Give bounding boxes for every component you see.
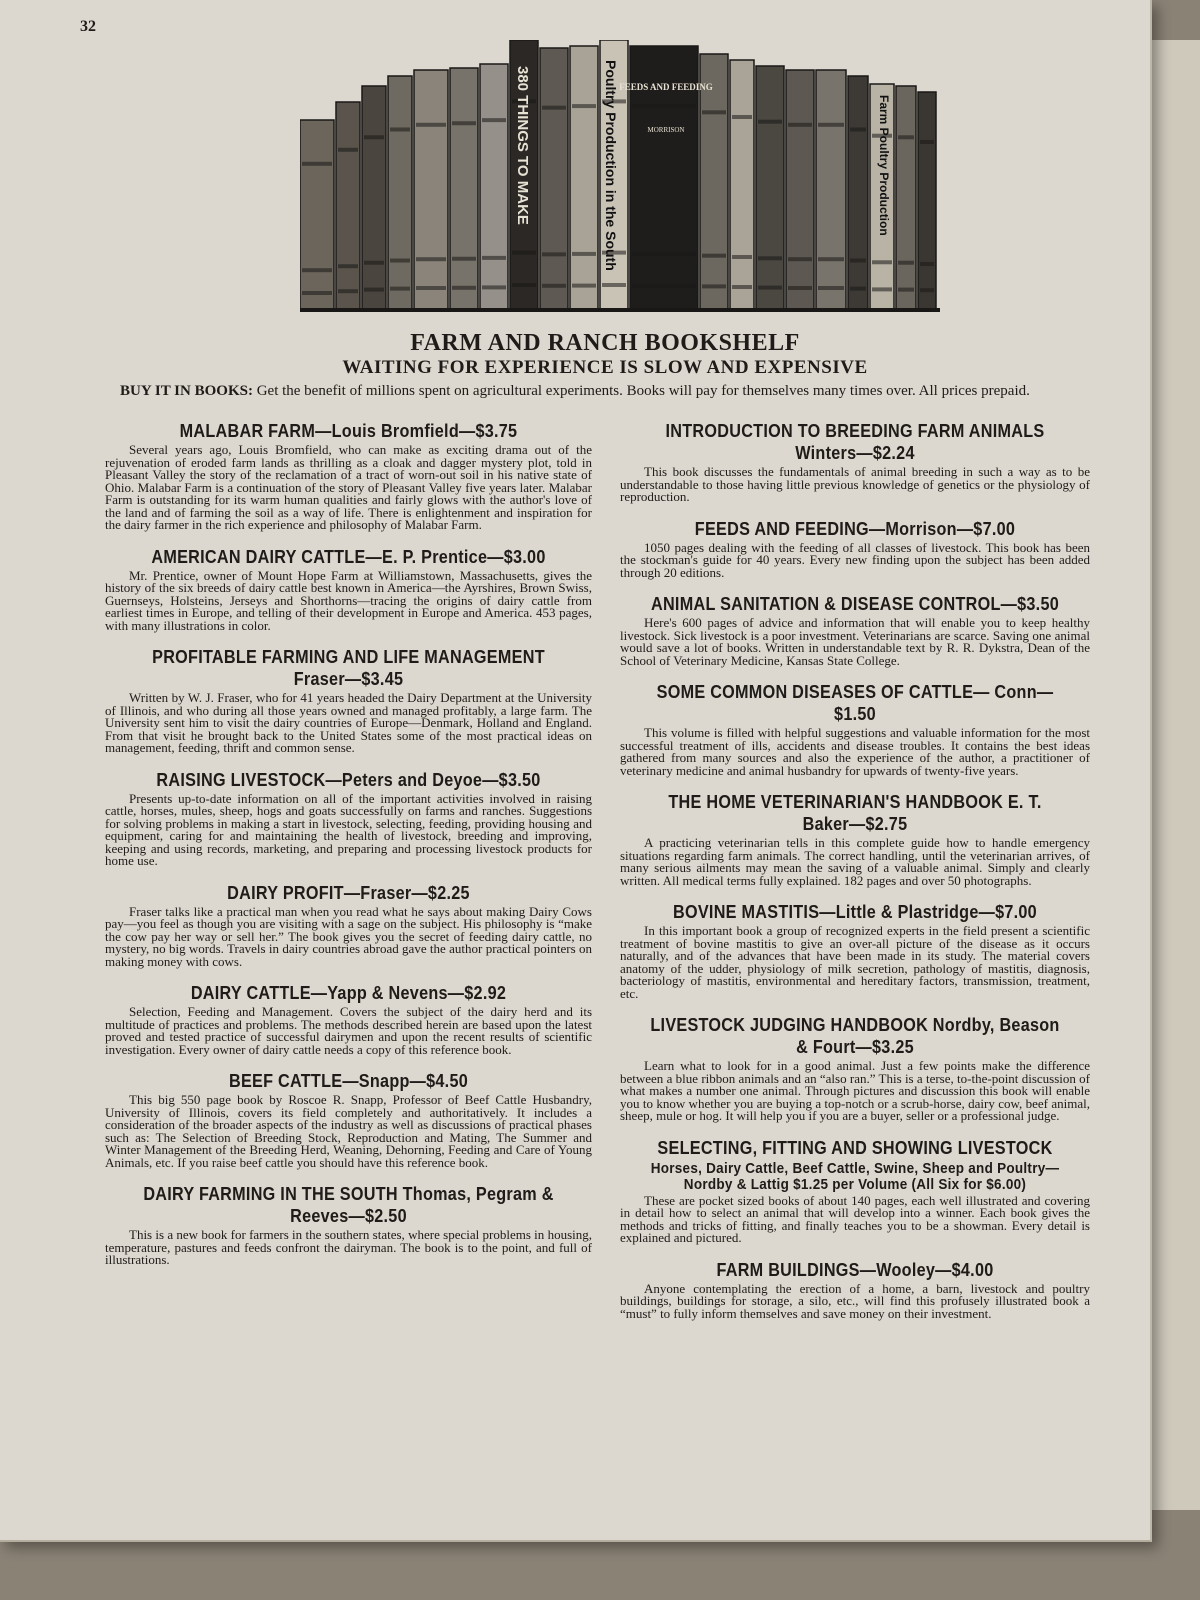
- book-description: 1050 pages dealing with the feeding of all classes of livestock. This book has been the stockman's guide for 40 years. Every new finding upon the subject has been added through 20 editions.: [620, 539, 1090, 580]
- spine-band: [338, 264, 358, 268]
- book-title: AMERICAN DAIRY CATTLE—E. P. Prentice—$3.00: [151, 546, 546, 567]
- book-description: This volume is filled with helpful suggestions and valuable information for the most successful treatment of ills, accidents and disease troubles. It contains the best ideas gathered from many sources and also the experience of the author, a practitioner of veterinary medicine and animal husbandry for upwards of twenty-five years.: [620, 725, 1090, 778]
- book-spine: [388, 76, 412, 310]
- book-listing: [620, 1259, 1090, 1321]
- book-listing: [620, 420, 1090, 504]
- book-listing: [620, 593, 1090, 667]
- spine-band: [572, 284, 596, 288]
- intro-text: Get the benefit of millions spent on agricultural experiments. Books will pay for themselves many times over. All prices prepaid.: [256, 383, 1030, 399]
- book-description: Selection, Feeding and Management. Covers the subject of the dairy herd and its multitude of practices and problems. The methods described herein are based upon the latest proved and tested practice of successful dairymen and upon the recent results of scientific investigation. Every owner of dairy cattle needs a copy of this reference book.: [105, 1004, 592, 1057]
- book-spine: [896, 86, 916, 310]
- book-listing: [105, 769, 592, 868]
- book-spine: [450, 68, 478, 310]
- spine-band: [632, 104, 696, 108]
- book-listing: [105, 882, 592, 969]
- spine-band: [338, 148, 358, 152]
- book-description: This is a new book for farmers in the southern states, where special problems in housing, temperature, pastures and feeds confront the dairyman. The book is to the point, and full of illustrations.: [105, 1227, 592, 1267]
- book-description: Several years ago, Louis Bromfield, who can make as exciting drama out of the rejuvenation of eroded farm lands as thrilling as a cloak and dagger mystery plot, told in Pleasant Valley the story of the reclamation of a tract of worn-out soil in his native state of Ohio. Malabar Farm is a continuation of the story of Pleasant Valley five years later. Malabar Farm is outstanding for its warm human qualities and fairly glows with the author's love of the land and of farming the soil as a way of life. There is enlightenment and inspiration for the dairy farmer in the rich experience and philosophy of Malabar Farm.: [105, 442, 592, 532]
- spine-band: [452, 257, 476, 261]
- book-description: Written by W. J. Fraser, who for 41 years headed the Dairy Department at the University of Illinois, and who during all those years owned and managed profitably, a large farm. The University sent him to visit the dairy countries of Europe—Denmark, Holland and England. From that visit he brought back to the United States some of the most practical ideas on management, feeding, thrift and common sense.: [105, 690, 592, 755]
- book-title: RAISING LIVESTOCK—Peters and Deyoe—$3.50: [156, 769, 541, 790]
- spine-band: [850, 127, 866, 131]
- spine-band: [542, 284, 566, 288]
- spine-band: [920, 262, 934, 266]
- book-listing: [105, 546, 592, 633]
- book-title: PROFITABLE FARMING AND LIFE MANAGEMENT Fraser—$3.45: [152, 647, 545, 689]
- book-title: BOVINE MASTITIS—Little & Plastridge—$7.00: [673, 902, 1037, 922]
- spine-band: [732, 115, 752, 119]
- spine-band: [512, 283, 536, 287]
- book-listing: [620, 791, 1090, 887]
- spine-label-feeds-feeding: FEEDS AND FEEDING: [619, 82, 713, 92]
- spine-band: [788, 286, 812, 290]
- book-subtitle: Horses, Dairy Cattle, Beef Cattle, Swine, Sheep and Poultry—Nordby & Lattig $1.25 per Volume (All Six for $6.00): [650, 1159, 1060, 1193]
- spine-band: [758, 286, 782, 290]
- intro-paragraph: [110, 383, 1100, 400]
- book-listing: [105, 1070, 592, 1169]
- book-description: In this important book a group of recognized experts in the field present a scientific treatment of bovine mastitis to give an over-all picture of the disease as it occurs naturally, and of the advances that have been made in its study. The material covers anatomy of the udder, physiology of milk secretion, pathology of mastitis, diagnosis, bacteriology of mastitis, environmental and hereditary factors, transmission, treatment, etc.: [620, 923, 1090, 1001]
- spine-band: [452, 121, 476, 125]
- shelf-base: [300, 308, 940, 312]
- book-spine: [730, 60, 754, 310]
- spine-band: [872, 260, 892, 264]
- spine-band: [390, 127, 410, 131]
- book-title: DAIRY PROFIT—Fraser—$2.25: [227, 882, 470, 903]
- spine-band: [364, 135, 384, 139]
- book-description: This book discusses the fundamentals of animal breeding in such a way as to be understandable to those having little previous knowledge of genetics or the physiology of reproduction.: [620, 464, 1090, 504]
- book-description: Anyone contemplating the erection of a home, a barn, livestock and poultry buildings, buildings for storage, a silo, etc., will find this profusely illustrated book a “must” to fully inform themselves and save money on their investment.: [620, 1280, 1090, 1321]
- spine-band: [364, 261, 384, 265]
- book-title: LIVESTOCK JUDGING HANDBOOK Nordby, Beason & Fourt—$3.25: [650, 1015, 1060, 1057]
- left-column: [105, 420, 592, 1281]
- spine-band: [482, 256, 506, 260]
- spine-band: [602, 283, 626, 287]
- spine-band: [302, 162, 332, 166]
- book-spine: [786, 70, 814, 310]
- spine-band: [512, 251, 536, 255]
- book-description: Here's 600 pages of advice and information that will enable you to keep healthy livestock. Sick livestock is a poor investment. Veterinarians are scarce. Saving one animal would save a lot of books. Written in understandable text by R. R. Dykstra, Dean of the School of Veterinary Medicine, Kansas State College.: [620, 615, 1090, 668]
- spine-band: [788, 257, 812, 261]
- spine-band: [898, 261, 914, 265]
- spine-band: [572, 252, 596, 256]
- book-spine: [848, 76, 868, 310]
- book-spine: [540, 48, 568, 310]
- spine-band: [482, 118, 506, 122]
- spine-band: [416, 123, 446, 127]
- spine-band: [920, 288, 934, 292]
- book-title: FARM BUILDINGS—Wooley—$4.00: [716, 1259, 994, 1280]
- spine-band: [872, 287, 892, 291]
- intro-lead: BUY IT IN BOOKS:: [120, 383, 253, 399]
- spine-band: [302, 291, 332, 295]
- book-title: SOME COMMON DISEASES OF CATTLE— Conn—$1.50: [656, 682, 1054, 724]
- book-description: This big 550 page book by Roscoe R. Snapp, Professor of Beef Cattle Husbandry, University of Illinois, covers its field completely and authoritatively. It includes a consideration of the broader aspects of the industry as well as discussions of practical phases such as: The Selection of Breeding Stock, Reproduction and Mating, The Summer and Winter Management of the Breeding Herd, Weaning, Dehorning, Feeding and Care of Young Animals, etc. If you raise beef cattle you should have this reference book.: [105, 1092, 592, 1170]
- spine-band: [416, 257, 446, 261]
- page-title: FARM AND RANCH BOOKSHELF: [410, 330, 800, 356]
- spine-band: [390, 287, 410, 291]
- spine-band: [390, 259, 410, 263]
- book-title: BEEF CATTLE—Snapp—$4.50: [228, 1071, 469, 1091]
- book-listing: [620, 518, 1090, 580]
- book-listing: [105, 982, 592, 1056]
- spine-band: [818, 123, 844, 127]
- book-spine: [336, 102, 360, 310]
- book-listing: [620, 681, 1090, 777]
- book-title: THE HOME VETERINARIAN'S HANDBOOK E. T. Baker—$2.75: [668, 792, 1042, 834]
- spine-band: [702, 110, 726, 114]
- header-block: [110, 330, 1100, 400]
- book-description: Fraser talks like a practical man when you read what he says about making Dairy Cows pay—you feel as though you are visiting with a sage on the subject. His philosophy is “make the cow pay her way or sell her.” The book gives you the secret of feeding dairy cattle, no mystery, no big words. Travels in dairy countries abroad gave the author practical pointers on making money with cows.: [105, 903, 592, 969]
- spine-band: [364, 288, 384, 292]
- book-description: Learn what to look for in a good animal. Just a few points make the difference between a blue ribbon animals and an “also ran.” This is a terse, to-the-point discussion of what makes a number one animal. Through pictures and discussion this book will enable you to know whether you are buying a top-notch or a scrub-horse, dairy cow, beef animal, sheep, mule or hog. It will help you if you are a buyer, seller or a professional judge.: [620, 1058, 1090, 1123]
- book-spine: [362, 86, 386, 310]
- spine-band: [632, 284, 696, 288]
- book-title: ANIMAL SANITATION & DISEASE CONTROL—$3.50: [650, 594, 1060, 614]
- book-description: These are pocket sized books of about 140 pages, each well illustrated and covering in detail how to select an animal that will develop into a winner. Each book gives the methods and tricks of fitting, and finally teaches you to be a showman. Every detail is explained and pictured.: [620, 1192, 1090, 1245]
- book-spine: [300, 120, 334, 310]
- book-description: Presents up-to-date information on all of the important activities involved in raising cattle, horses, mules, sheep, hogs and goats successfully on farms and ranches. Suggestions for solving problems in making a start in livestock, selecting, feeding, providing housing and equipment, caring for and maintaining the health of livestock, breeding and improving, keeping and using records, marketing, and preparing and processing livestock products for home use.: [105, 790, 592, 868]
- bookshelf-illustration: [300, 40, 940, 322]
- spine-band: [302, 268, 332, 272]
- book-spine: [700, 54, 728, 310]
- spine-band: [850, 259, 866, 263]
- spine-band: [818, 286, 844, 290]
- spine-band: [452, 286, 476, 290]
- spine-band: [788, 123, 812, 127]
- book-spine: [570, 46, 598, 310]
- spine-band: [482, 285, 506, 289]
- book-title: FEEDS AND FEEDING—Morrison—$7.00: [694, 518, 1016, 539]
- book-spine: [756, 66, 784, 310]
- spine-band: [758, 256, 782, 260]
- spine-band: [702, 254, 726, 258]
- book-spine: [480, 64, 508, 310]
- spine-label-380-things: 380 THINGS TO MAKE: [514, 66, 531, 225]
- spine-band: [572, 104, 596, 108]
- spine-band: [920, 140, 934, 144]
- spine-label-morrison: MORRISON: [647, 126, 685, 134]
- book-title: DAIRY CATTLE—Yapp & Nevens—$2.92: [190, 983, 507, 1003]
- spine-band: [732, 255, 752, 259]
- right-column: [620, 420, 1090, 1334]
- book-title: DAIRY FARMING IN THE SOUTH Thomas, Pegram & Reeves—$2.50: [143, 1184, 554, 1226]
- book-listing: [620, 901, 1090, 1000]
- page-number: 32: [80, 18, 96, 35]
- spine-band: [542, 252, 566, 256]
- book-description: Mr. Prentice, owner of Mount Hope Farm at Williamstown, Massachusetts, gives the history of the six breeds of dairy cattle best known in America—the Ayrshires, Brown Swiss, Guernseys, Holsteins, Jerseys and Shorthorns—tracing the origins of dairy cattle from earliest times in Europe, and telling of their development in Europe and America. 453 pages, with many illustrations in color.: [105, 567, 592, 633]
- spine-band: [702, 284, 726, 288]
- book-spine: [414, 70, 448, 310]
- spine-band: [338, 289, 358, 293]
- book-listing: [620, 1014, 1090, 1123]
- spine-band: [542, 106, 566, 110]
- book-title: INTRODUCTION TO BREEDING FARM ANIMALS Winters—$2.24: [665, 421, 1045, 463]
- book-listing: [105, 1183, 592, 1267]
- book-listing: [105, 420, 592, 532]
- spine-label-farm-poultry: Farm Poultry Production: [877, 95, 891, 236]
- spine-band: [732, 285, 752, 289]
- book-spine: [816, 70, 846, 310]
- spine-label-poultry-south: Poultry Production in the South: [603, 60, 619, 271]
- spine-band: [632, 252, 696, 256]
- spine-band: [850, 287, 866, 291]
- spine-band: [818, 257, 844, 261]
- adjacent-page-edge: [1150, 40, 1200, 1510]
- book-description: A practicing veterinarian tells in this complete guide how to handle emergency situations regarding farm animals. The correct handling, until the veterinarian arrives, of many serious ailments may mean the saving of a valuable animal. Simply and clearly written. All medical terms fully explained. 182 pages and over 50 photographs.: [620, 835, 1090, 888]
- book-spine: [918, 92, 936, 310]
- book-title: MALABAR FARM—Louis Bromfield—$3.75: [179, 421, 518, 441]
- spine-band: [898, 135, 914, 139]
- spine-band: [898, 288, 914, 292]
- spine-band: [758, 120, 782, 124]
- book-listing: [620, 1137, 1090, 1245]
- book-title: SELECTING, FITTING AND SHOWING LIVESTOCK: [657, 1137, 1053, 1158]
- page-subtitle: WAITING FOR EXPERIENCE IS SLOW AND EXPENSIVE: [342, 357, 868, 378]
- spine-band: [416, 286, 446, 290]
- book-listing: [105, 646, 592, 755]
